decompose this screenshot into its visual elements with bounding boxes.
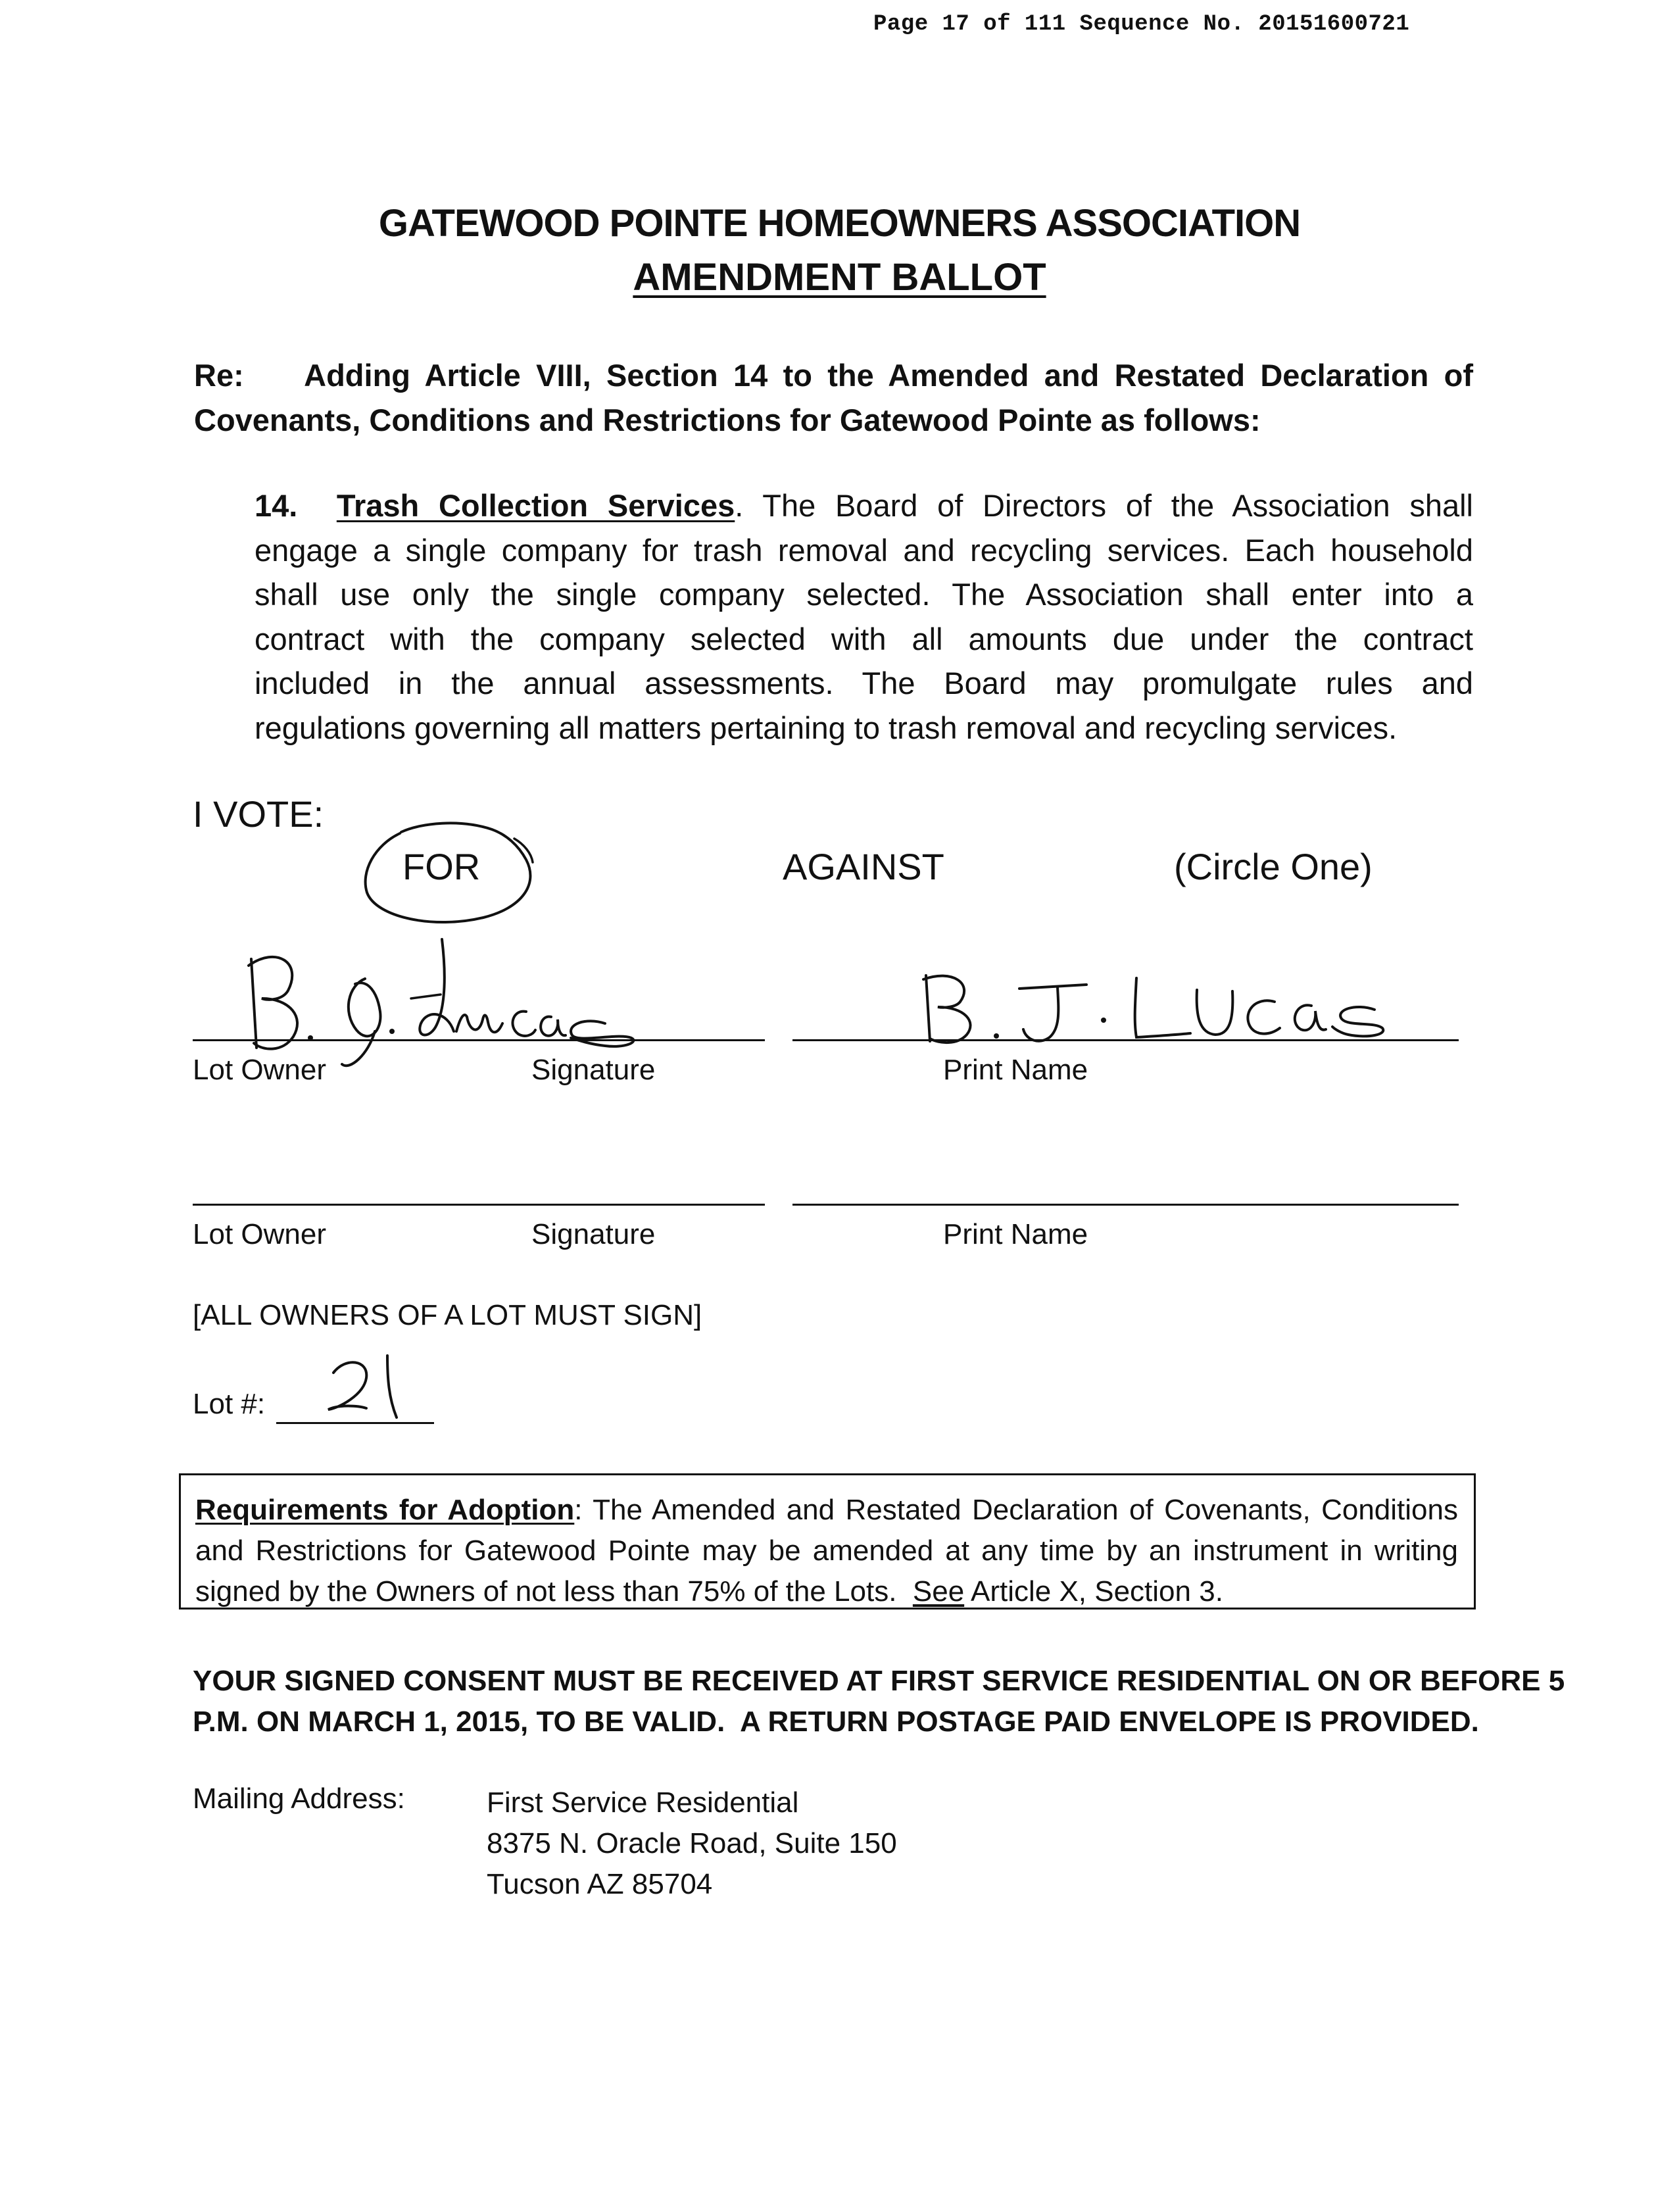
section-14-paragraph — [255, 483, 1473, 750]
requirements-heading: Requirements for Adoption — [195, 1494, 575, 1526]
re-line-1: Re: Adding Article VIII, Section 14 to the Amended and Restated Declaration of — [194, 358, 1473, 393]
vote-option-for[interactable]: FOR — [402, 846, 481, 887]
requirements-line-3-tail: Article X, Section 3. — [964, 1575, 1223, 1608]
deadline-notice-line-1: YOUR SIGNED CONSENT MUST BE RECEIVED AT FIRST SERVICE RESIDENTIAL ON OR BEFORE 5 — [193, 1665, 1565, 1697]
section-14-line-4: contract with the company selected with all amounts due under the contract — [255, 621, 1473, 656]
requirements-line-3 — [195, 1571, 1458, 1612]
requirements-see: See — [912, 1575, 965, 1608]
vote-option-against[interactable]: AGAINST — [783, 846, 944, 887]
requirements-line-2: and Restrictions for Gatewood Pointe may be amended at any time by an instrument in writing — [195, 1535, 1458, 1567]
mailing-address-line-2: 8375 N. Oracle Road, Suite 150 — [487, 1827, 897, 1859]
ballot-title: AMENDMENT BALLOT — [633, 256, 1046, 299]
section-14-line-1 — [255, 483, 1473, 528]
section-14-line-5: included in the annual assessments. The Board may promulgate rules and — [255, 666, 1473, 700]
requirements-line-1 — [195, 1490, 1458, 1531]
section-14-line-6: regulations governing all matters pertaining to trash removal and recycling services. — [255, 710, 1398, 745]
vote-instruction: (Circle One) — [1174, 846, 1373, 887]
vote-label: I VOTE: — [193, 793, 324, 835]
owner-2-signature-line[interactable] — [193, 1204, 765, 1206]
lot-number-label: Lot #: — [193, 1388, 266, 1420]
association-title: GATEWOOD POINTE HOMEOWNERS ASSOCIATION — [378, 202, 1301, 245]
owner-2-print-name-label: Print Name — [943, 1218, 1088, 1250]
section-14-line-2: engage a single company for trash removal and recycling services. Each household — [255, 532, 1473, 568]
owner-1-lot-owner-label: Lot Owner — [193, 1054, 326, 1086]
mailing-address-label: Mailing Address: — [193, 1782, 405, 1815]
page-sequence-header: Page 17 of 111 Sequence No. 20151600721 — [873, 12, 1410, 37]
deadline-notice — [193, 1661, 1565, 1742]
re-line-2: Covenants, Conditions and Restrictions for Gatewood Pointe as follows: — [194, 403, 1261, 437]
mailing-address — [487, 1782, 897, 1905]
mailing-address-line-3: Tucson AZ 85704 — [487, 1868, 713, 1900]
lot-number-handwritten — [319, 1352, 411, 1424]
owner-1-print-name-label: Print Name — [943, 1054, 1088, 1086]
section-number: 14. — [255, 488, 298, 523]
section-14-line-3: shall use only the single company selected. The Association shall enter into a — [255, 577, 1473, 612]
section-line-1-tail: . The Board of Directors of the Association shall — [735, 488, 1473, 523]
deadline-notice-line-2: P.M. ON MARCH 1, 2015, TO BE VALID. A RETURN POSTAGE PAID ENVELOPE IS PROVIDED. — [193, 1706, 1479, 1738]
mailing-address-line-1: First Service Residential — [487, 1786, 799, 1819]
requirements-text — [195, 1490, 1458, 1612]
owner-1-print-name-line[interactable] — [792, 1039, 1459, 1041]
owner-2-signature-label: Signature — [531, 1218, 656, 1250]
owner-2-print-name-line[interactable] — [792, 1204, 1459, 1206]
all-owners-note: [ALL OWNERS OF A LOT MUST SIGN] — [193, 1299, 702, 1331]
owner-1-signature-line[interactable] — [193, 1039, 765, 1041]
vote-circle-mark — [349, 819, 546, 937]
requirements-box — [179, 1473, 1476, 1610]
owner-2-lot-owner-label: Lot Owner — [193, 1218, 326, 1250]
owner-1-signature-label: Signature — [531, 1054, 656, 1086]
requirements-line-3-head: signed by the Owners of not less than 75% of the Lots. — [195, 1575, 913, 1608]
owner-1-print-name-mark — [914, 964, 1388, 1049]
requirements-line-1-tail: : The Amended and Restated Declaration of Covenants, Conditions — [574, 1494, 1458, 1526]
section-heading: Trash Collection Services — [336, 488, 735, 523]
